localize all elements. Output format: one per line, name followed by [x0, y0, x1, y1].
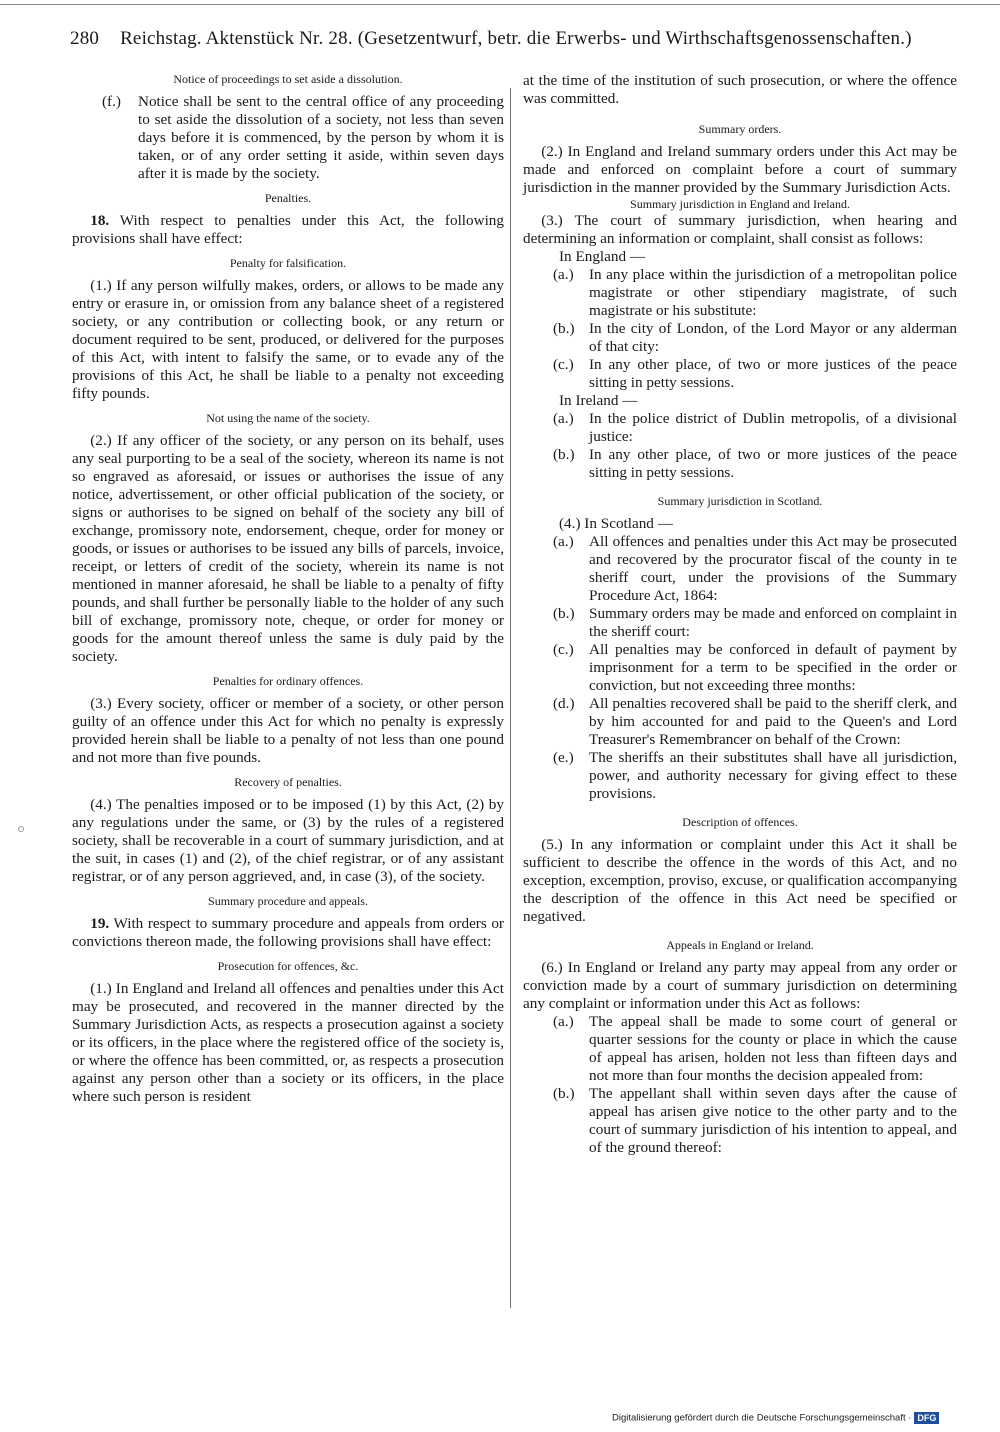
paragraph — [72, 915, 504, 951]
list-item — [553, 410, 957, 446]
item-text: Summary orders may be made and enforced on complaint in the sheriff court: — [589, 605, 957, 640]
margin-mark — [18, 826, 24, 832]
item-label: (c.) — [553, 356, 574, 373]
scotland-list — [523, 533, 957, 803]
section-heading: Appeals in England or Ireland. — [666, 938, 814, 952]
subheading-ireland: In Ireland — — [559, 392, 638, 409]
section-heading: Summary jurisdiction in England and Ireland. — [630, 197, 850, 211]
item-text: All penalties recovered shall be paid to the sheriff clerk, and by him accounted for and paid to the Queen's and Lord Treasurer's Remembrancer on behalf of the Crown: — [589, 695, 957, 748]
item-label: (b.) — [553, 1085, 575, 1102]
item-label: (d.) — [553, 695, 575, 712]
list-item — [553, 356, 957, 392]
section-heading: Notice of proceedings to set aside a dissolution. — [173, 72, 403, 86]
paragraph: (1.) If any person wilfully makes, orders, or allows to be made any entry or erasure in, or omission from any balance sheet of a registered society, or any contribution or collecting book, or any return or document required to be sent, produced, or delivered for the purposes of this Act, with intent to falsify the same, or to evade any of the provisions of this Act, he shall be liable to a penalty not exceeding fifty pounds. — [72, 277, 504, 402]
top-rule — [0, 4, 1000, 5]
subheading-england: In England — — [559, 248, 646, 265]
section-number: 18. — [90, 212, 110, 229]
list-item — [553, 533, 957, 605]
item-label: (e.) — [553, 749, 574, 766]
item-label: (f.) — [102, 93, 121, 110]
paragraph: (4.) The penalties imposed or to be imposed (1) by this Act, (2) by any regulations under the same, or (3) by the rules of a registered society, shall be recoverable in a court of summary jurisdiction, and at the suit, in cases (1) and (2), of the chief registrar, or of any assistant registrar, or of any person aggrieved, and, in case (3), of the society. — [72, 796, 504, 885]
appeals-list — [523, 1013, 957, 1157]
section-heading: Prosecution for offences, &c. — [217, 959, 359, 973]
left-column — [72, 72, 504, 1106]
item-label: (a.) — [553, 533, 574, 550]
ireland-list — [523, 410, 957, 482]
paragraph: (2.) In England and Ireland summary orders under this Act may be made and enforced on complaint before a court of summary jurisdiction in the manner provided by the Summary Jurisdiction Acts. — [523, 143, 957, 196]
list-item — [553, 446, 957, 482]
section-heading: Recovery of penalties. — [234, 775, 342, 789]
page-number: 280 — [70, 28, 100, 49]
item-text: The appellant shall within seven days after the cause of appeal has arisen give notice to the other party and to the court of summary jurisdiction of his intention to appeal, and of the ground thereof: — [589, 1085, 957, 1156]
section-heading: Penalties. — [264, 191, 312, 205]
item-label: (b.) — [553, 320, 575, 337]
list-item — [553, 695, 957, 749]
section-heading: Summary procedure and appeals. — [208, 894, 368, 908]
section-heading: Summary jurisdiction in Scotland. — [657, 494, 823, 508]
section-heading: Penalties for ordinary offences. — [212, 674, 364, 688]
section-heading: Penalty for falsification. — [229, 256, 347, 270]
list-item — [553, 320, 957, 356]
paragraph: (3.) Every society, officer or member of a society, or other person guilty of an offence under this Act for which no penalty is expressly provided herein shall be liable to a penalty of not less than one pound and not more than five pounds. — [72, 695, 504, 766]
item-label: (b.) — [553, 605, 575, 622]
item-text: All penalties may be conforced in default of payment by imprisonment for a term to be specified in the order or conviction, but not exceeding three months: — [589, 641, 957, 694]
list-item — [553, 641, 957, 695]
list-item — [553, 266, 957, 320]
list-item — [553, 1085, 957, 1157]
paragraph: (6.) In England or Ireland any party may appeal from any order or conviction made by a court of summary jurisdiction on determining any complaint or information under this Act as follows: — [523, 959, 957, 1012]
england-list — [523, 266, 957, 392]
item-text: Notice shall be sent to the central office of any proceeding to set aside the dissolution of a society, not less than seven days before it is commenced, by the person by whom it is taken, or of any order setting it aside, within seven days after it is made by the society. — [138, 93, 504, 182]
right-column — [523, 72, 957, 1157]
item-text: In the city of London, of the Lord Mayor or any alderman of that city: — [589, 320, 957, 355]
paragraph: (1.) In England and Ireland all offences and penalties under this Act may be prosecuted, and recovered in the manner directed by the Summary Jurisdiction Acts, as respects a prosecution against a society or its officers, in the place where the registered office of the society is, or where the offence has been committed, or, as respects a prosecution against any person other than a society or its officers, in the place where such person is resident — [72, 980, 504, 1105]
list-item — [102, 93, 504, 183]
paragraph: (3.) The court of summary jurisdiction, when hearing and determining an information or complaint, shall consist as follows: — [523, 212, 957, 247]
paragraph: at the time of the institution of such prosecution, or where the offence was committed. — [523, 72, 957, 107]
paragraph-text: With respect to summary procedure and appeals from orders or convictions thereon made, the following provisions shall have effect: — [72, 915, 504, 950]
footer-text: Digitalisierung gefördert durch die Deutsche Forschungsgemeinschaft · — [612, 1412, 912, 1424]
list-item — [553, 605, 957, 641]
list-item — [553, 749, 957, 803]
item-label: (a.) — [553, 266, 574, 283]
item-text: All offences and penalties under this Act may be prosecuted and recovered by the procurator fiscal of the county in te sheriff court, under the provisions of the Summary Procedure Act, 1864: — [589, 533, 957, 604]
digitization-footer — [612, 1412, 988, 1428]
item-text: In any other place, of two or more justices of the peace sitting in petty sessions. — [589, 356, 957, 391]
item-text: In any other place, of two or more justices of the peace sitting in petty sessions. — [589, 446, 957, 481]
paragraph: (2.) If any officer of the society, or any person on its behalf, uses any seal purporting to be a seal of the society, whereon its name is not so engraved as aforesaid, or issues or authorises the issue of any notice, advertissement, or other official publication of the society, or signs or authorises to be signed on behalf of the society any bill of exchange, promissory note, endorsement, cheque, order for money or goods, or issues or authorises to be issued any bills of parcels, invoice, receipt, or letters of credit of the society, wherein its name is not mentioned in manner aforesaid, he shall be liable to a penalty of fifty pounds, and shall further be personally liable to the holder of any such bill of exchange, promissory note, cheque, or order for money or goods for the amount thereof unless the same is duly paid by the society. — [72, 432, 504, 665]
item-text: In the police district of Dublin metropolis, of a divisional justice: — [589, 410, 957, 445]
paragraph: (5.) In any information or complaint under this Act it shall be sufficient to describe the offence in the words of this Act, and no exception, excemption, proviso, excuse, or qualification accompanying the description of the offence in this Act need be specified or negatived. — [523, 836, 957, 925]
item-label: (c.) — [553, 641, 574, 658]
page-header — [70, 28, 950, 54]
section-heading: Description of offences. — [682, 815, 798, 829]
item-label: (a.) — [553, 1013, 574, 1030]
dfg-logo: DFG — [914, 1412, 939, 1424]
item-label: (a.) — [553, 410, 574, 427]
list-item — [553, 1013, 957, 1085]
item-text: The appeal shall be made to some court of general or quarter sessions for the county or place in which the cause of appeal has arisen, holden not less than fifteen days and not more than four months the decision appealed from: — [589, 1013, 957, 1084]
item-text: The sheriffs an their substitutes shall have all jurisdiction, power, and authority necessary for giving effect to these provisions. — [589, 749, 957, 802]
column-divider — [510, 88, 511, 1308]
section-heading: Not using the name of the society. — [206, 411, 370, 425]
section-number: 19. — [90, 915, 110, 932]
item-text: In any place within the jurisdiction of a metropolitan police magistrate or other stipendiary magistrate, of such magistrate or his substitute: — [589, 266, 957, 319]
item-label: (b.) — [553, 446, 575, 463]
paragraph — [72, 212, 504, 248]
running-title: Reichstag. Aktenstück Nr. 28. (Gesetzentwurf, betr. die Erwerbs- und Wirthschaftsgenossenschaften.) — [120, 28, 912, 49]
paragraph-text: With respect to penalties under this Act, the following provisions shall have effect: — [72, 212, 504, 247]
section-heading: Summary orders. — [698, 122, 782, 136]
subheading-scotland: (4.) In Scotland — — [559, 515, 673, 532]
